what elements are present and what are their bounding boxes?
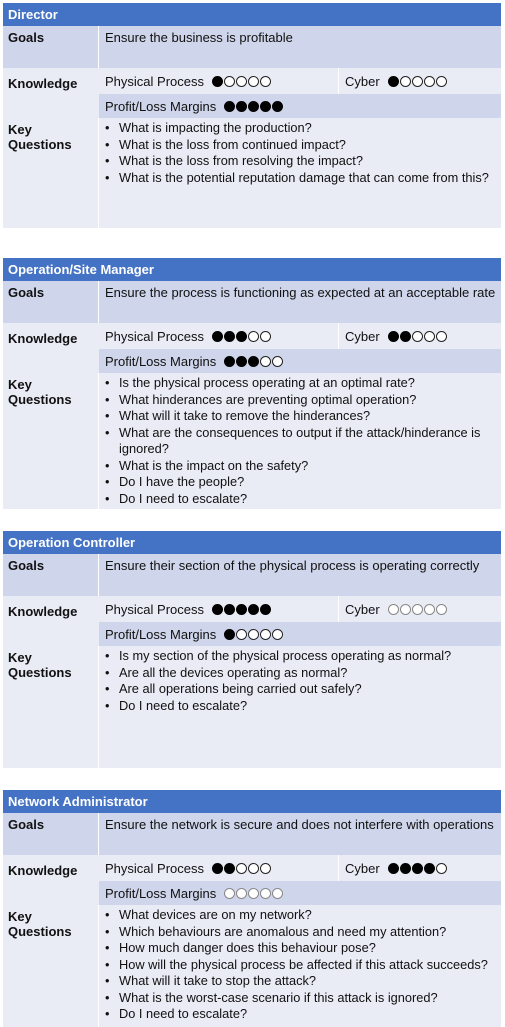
- rating-dot: [212, 863, 223, 874]
- physical-process-rating: [99, 855, 339, 881]
- profit-label: Profit/Loss Margins: [105, 353, 217, 369]
- rating-dot: [224, 331, 235, 342]
- profit-rating: [99, 349, 501, 373]
- physical-process-rating: [99, 68, 339, 94]
- knowledge-row: [3, 323, 501, 373]
- rating-dot: [212, 76, 223, 87]
- key-questions-label: Key Questions: [3, 905, 99, 1027]
- question-list: [99, 375, 501, 507]
- rating-dot: [248, 331, 259, 342]
- question-item: • What will it take to remove the hinderances?: [113, 408, 501, 425]
- profit-label: Profit/Loss Margins: [105, 626, 217, 642]
- goals-label: Goals: [3, 26, 99, 68]
- key-questions-row: [3, 905, 501, 1027]
- rating-dot: [260, 629, 271, 640]
- goals-label: Goals: [3, 813, 99, 855]
- rating-dot: [224, 101, 235, 112]
- question-item: • What is impacting the production?: [113, 120, 501, 137]
- goal-text: Ensure their section of the physical process is operating correctly: [99, 554, 501, 596]
- question-item: • Do I need to escalate?: [113, 491, 501, 508]
- question-item: • Is my section of the physical process operating as normal?: [113, 648, 501, 665]
- role-title: Director: [3, 3, 501, 26]
- rating-dot: [388, 331, 399, 342]
- rating-dot: [248, 888, 259, 899]
- question-item: • Do I have the people?: [113, 474, 501, 491]
- rating-dot: [436, 604, 447, 615]
- question-item: • What will it take to stop the attack?: [113, 973, 501, 990]
- rating-dot: [412, 331, 423, 342]
- rating-dot: [272, 101, 283, 112]
- profit-dots: [224, 888, 283, 899]
- profit-dots: [224, 629, 283, 640]
- rating-dot: [224, 863, 235, 874]
- question-item: • Are all the devices operating as normal?: [113, 665, 501, 682]
- rating-dot: [212, 331, 223, 342]
- rating-dot: [436, 76, 447, 87]
- physical-process-label: Physical Process: [105, 860, 204, 876]
- goal-text: Ensure the network is secure and does not interfere with operations: [99, 813, 501, 855]
- cyber-label: Cyber: [345, 860, 380, 876]
- knowledge-label: Knowledge: [3, 68, 99, 118]
- rating-dot: [260, 863, 271, 874]
- question-list: [99, 907, 501, 1023]
- profit-label: Profit/Loss Margins: [105, 98, 217, 114]
- cyber-dots: [388, 76, 447, 87]
- rating-dot: [436, 863, 447, 874]
- rating-dot: [248, 101, 259, 112]
- rating-dot: [236, 331, 247, 342]
- rating-dot: [236, 604, 247, 615]
- rating-dot: [236, 863, 247, 874]
- goals-label: Goals: [3, 281, 99, 323]
- cyber-rating: [339, 323, 501, 349]
- rating-dot: [260, 76, 271, 87]
- cyber-label: Cyber: [345, 328, 380, 344]
- rating-dot: [424, 604, 435, 615]
- rating-dot: [400, 604, 411, 615]
- rating-dot: [260, 356, 271, 367]
- question-item: • What is the impact on the safety?: [113, 458, 501, 475]
- knowledge-label: Knowledge: [3, 855, 99, 905]
- cyber-dots: [388, 331, 447, 342]
- question-item: • Are all operations being carried out safely?: [113, 681, 501, 698]
- rating-dot: [272, 356, 283, 367]
- question-item: • Do I need to escalate?: [113, 698, 501, 715]
- goals-row: [3, 554, 501, 596]
- question-item: • What is the loss from continued impact?: [113, 137, 501, 154]
- rating-dot: [236, 356, 247, 367]
- rating-dot: [388, 604, 399, 615]
- key-questions-label: Key Questions: [3, 118, 99, 228]
- rating-dot: [224, 629, 235, 640]
- rating-dot: [388, 863, 399, 874]
- question-item: • Do I need to escalate?: [113, 1006, 501, 1023]
- rating-dot: [424, 863, 435, 874]
- profit-rating: [99, 881, 501, 905]
- profit-dots: [224, 356, 283, 367]
- physical-process-label: Physical Process: [105, 601, 204, 617]
- role-card: [3, 531, 501, 768]
- goal-text: Ensure the business is profitable: [99, 26, 501, 68]
- physical-process-dots: [212, 604, 271, 615]
- question-item: • Is the physical process operating at an optimal rate?: [113, 375, 501, 392]
- rating-dot: [236, 101, 247, 112]
- rating-dot: [260, 604, 271, 615]
- profit-dots: [224, 101, 283, 112]
- question-item: • What is the worst-case scenario if this attack is ignored?: [113, 990, 501, 1007]
- rating-dot: [224, 76, 235, 87]
- physical-process-dots: [212, 76, 271, 87]
- profit-rating: [99, 94, 501, 118]
- cyber-rating: [339, 855, 501, 881]
- physical-process-dots: [212, 863, 271, 874]
- question-item: • How much danger does this behaviour pose?: [113, 940, 501, 957]
- cyber-rating: [339, 596, 501, 622]
- cyber-dots: [388, 604, 447, 615]
- question-item: • Which behaviours are anomalous and need my attention?: [113, 924, 501, 941]
- knowledge-row: [3, 855, 501, 905]
- rating-dot: [436, 331, 447, 342]
- key-questions-row: [3, 646, 501, 768]
- role-title: Network Administrator: [3, 790, 501, 813]
- question-item: • What is the loss from resolving the impact?: [113, 153, 501, 170]
- physical-process-dots: [212, 331, 271, 342]
- rating-dot: [424, 331, 435, 342]
- role-card: [3, 3, 501, 228]
- question-list: [99, 120, 501, 186]
- rating-dot: [224, 356, 235, 367]
- rating-dot: [400, 331, 411, 342]
- role-card: [3, 258, 501, 509]
- question-item: • What devices are on my network?: [113, 907, 501, 924]
- role-title: Operation/Site Manager: [3, 258, 501, 281]
- goals-label: Goals: [3, 554, 99, 596]
- physical-process-rating: [99, 323, 339, 349]
- physical-process-rating: [99, 596, 339, 622]
- knowledge-label: Knowledge: [3, 596, 99, 646]
- rating-dot: [412, 76, 423, 87]
- rating-dot: [260, 888, 271, 899]
- role-title: Operation Controller: [3, 531, 501, 554]
- goals-row: [3, 813, 501, 855]
- cyber-dots: [388, 863, 447, 874]
- key-questions-row: [3, 118, 501, 228]
- rating-dot: [388, 76, 399, 87]
- question-list: [99, 648, 501, 714]
- knowledge-row: [3, 596, 501, 646]
- rating-dot: [236, 888, 247, 899]
- cyber-label: Cyber: [345, 601, 380, 617]
- goal-text: Ensure the process is functioning as expected at an acceptable rate: [99, 281, 501, 323]
- rating-dot: [236, 629, 247, 640]
- rating-dot: [412, 604, 423, 615]
- rating-dot: [412, 863, 423, 874]
- rating-dot: [400, 863, 411, 874]
- rating-dot: [400, 76, 411, 87]
- rating-dot: [272, 888, 283, 899]
- cyber-label: Cyber: [345, 73, 380, 89]
- rating-dot: [248, 604, 259, 615]
- rating-dot: [248, 356, 259, 367]
- knowledge-label: Knowledge: [3, 323, 99, 373]
- rating-dot: [224, 604, 235, 615]
- question-item: • What hinderances are preventing optimal operation?: [113, 392, 501, 409]
- profit-rating: [99, 622, 501, 646]
- rating-dot: [236, 76, 247, 87]
- goals-row: [3, 281, 501, 323]
- rating-dot: [224, 888, 235, 899]
- rating-dot: [260, 101, 271, 112]
- role-card: [3, 790, 501, 1027]
- rating-dot: [260, 331, 271, 342]
- goals-row: [3, 26, 501, 68]
- question-item: • What is the potential reputation damage that can come from this?: [113, 170, 501, 187]
- rating-dot: [272, 629, 283, 640]
- question-item: • What are the consequences to output if the attack/hinderance is ignored?: [113, 425, 501, 458]
- rating-dot: [424, 76, 435, 87]
- physical-process-label: Physical Process: [105, 73, 204, 89]
- rating-dot: [248, 629, 259, 640]
- physical-process-label: Physical Process: [105, 328, 204, 344]
- question-item: • How will the physical process be affected if this attack succeeds?: [113, 957, 501, 974]
- key-questions-row: [3, 373, 501, 509]
- rating-dot: [248, 76, 259, 87]
- profit-label: Profit/Loss Margins: [105, 885, 217, 901]
- rating-dot: [248, 863, 259, 874]
- cyber-rating: [339, 68, 501, 94]
- key-questions-label: Key Questions: [3, 646, 99, 768]
- knowledge-row: [3, 68, 501, 118]
- rating-dot: [212, 604, 223, 615]
- key-questions-label: Key Questions: [3, 373, 99, 509]
